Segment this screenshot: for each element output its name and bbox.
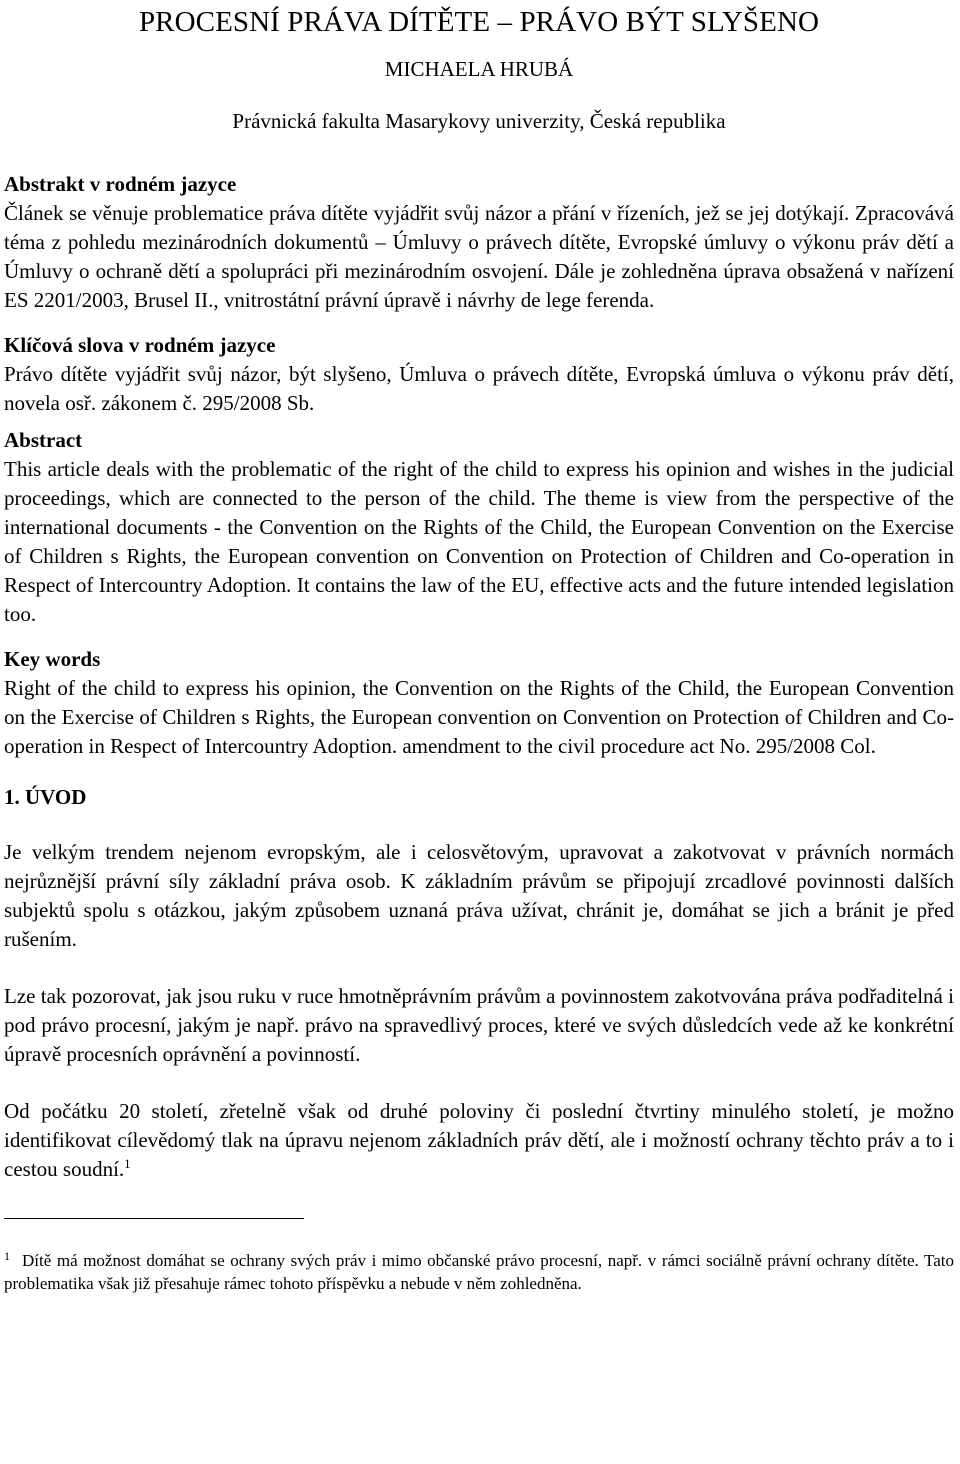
keywords-en-heading: Key words (4, 647, 101, 671)
footnote-separator (4, 1218, 304, 1219)
keywords-cz (4, 331, 954, 418)
abstract-en-text: This article deals with the problematic of the right of the child to express his opinion and wishes in the judicial proceedings, which are connected to the person of the child. The theme is view from the perspective of the international documents - the Convention on the Rights of the Child, the European Convention on the Exercise of Children s Rights, the European convention on Convention on Protection of Children and Co-operation in Respect of Intercountry Adoption. It contains the law of the EU, effective acts and the future intended legislation too. (4, 457, 954, 626)
section-1-paragraph-1: Je velkým trendem nejenom evropským, ale i celosvětovým, upravovat a zakotvovat v právních normách nejrůznější právní síly základní práva osob. K základním právům se připojují zrcadlové povinnosti dalších subjektů spolu s otázkou, jakým způsobem uznaná práva užívat, chránit je, domáhat se jich a bránit je před rušením. (4, 840, 954, 951)
section-1-paragraph-3-text: Od počátku 20 století, zřetelně však od druhé poloviny či poslední čtvrtiny minulého století, je možno identifikovat cílevědomý tlak na úpravu nejenom základních práv dětí, ale i možností ochrany těchto práv a to i cestou soudní. (4, 1099, 954, 1181)
abstract-cz (4, 135, 954, 315)
author-name: MICHAELA HRUBÁ (384, 57, 574, 81)
keywords-en (4, 645, 954, 761)
section-1-paragraph-3 (4, 1097, 954, 1184)
abstract-cz-text: Článek se věnuje problematice práva dítěte vyjádřit svůj názor a přání v řízeních, jež se jej dotýkají. Zpracovává téma z pohledu mezinárodních dokumentů – Úmluvy o právech dítěte, Evropské úmluvy o výkonu práv dětí a Úmluvy o ochraně dětí a spolupráci při mezinárodním osvojení. Dále je zohledněna úprava obsažená v nařízení ES 2201/2003, Brusel II., vnitrostátní právní úpravě i návrhy de lege ferenda. (4, 201, 954, 312)
abstract-cz-heading: Abstrakt v rodném jazyce (4, 172, 237, 196)
keywords-cz-text: Právo dítěte vyjádřit svůj názor, být slyšeno, Úmluva o právech dítěte, Evropská úmluva o výkonu práv dětí, novela osř. zákonem č. 295/2008 Sb. (4, 362, 954, 415)
author-affiliation: Právnická fakulta Masarykovy univerzity, Česká republika (232, 109, 726, 133)
keywords-en-text: Right of the child to express his opinion, the Convention on the Rights of the Child, the European Convention on the Exercise of Children s Rights, the European convention on Convention on Protection of Children and Co-operation in Respect of Intercountry Adoption. amendment to the civil procedure act No. 295/2008 Col. (4, 676, 954, 758)
paper-title: PROCESNÍ PRÁVA DÍTĚTE – PRÁVO BÝT SLYŠENO (138, 6, 820, 38)
footnote-text: Dítě má možnost domáhat se ochrany svých práv i mimo občanské právo procesní, např. v rámci sociálně právní ochrany dítěte. Tato problematika však již přesahuje rámec tohoto příspěvku a nebude v něm zohledněna. (4, 1251, 954, 1293)
section-1-paragraph-2: Lze tak pozorovat, jak jsou ruku v ruce hmotněprávním právům a povinnostem zakotvována práva podřaditelná i pod právo procesní, jakým je např. právo na spravedlivý proces, které ve svých důsledcích vede až ke konkrétní úpravě procesních oprávnění a povinností. (4, 984, 954, 1066)
footnote-number: 1 (4, 1249, 10, 1263)
abstract-en (4, 426, 954, 629)
footnote-1 (4, 1245, 954, 1295)
footnote-reference[interactable]: 1 (124, 1156, 131, 1171)
section-1-title: 1. ÚVOD (4, 785, 87, 809)
abstract-en-heading: Abstract (4, 428, 83, 452)
keywords-cz-heading: Klíčová slova v rodném jazyce (4, 333, 276, 357)
